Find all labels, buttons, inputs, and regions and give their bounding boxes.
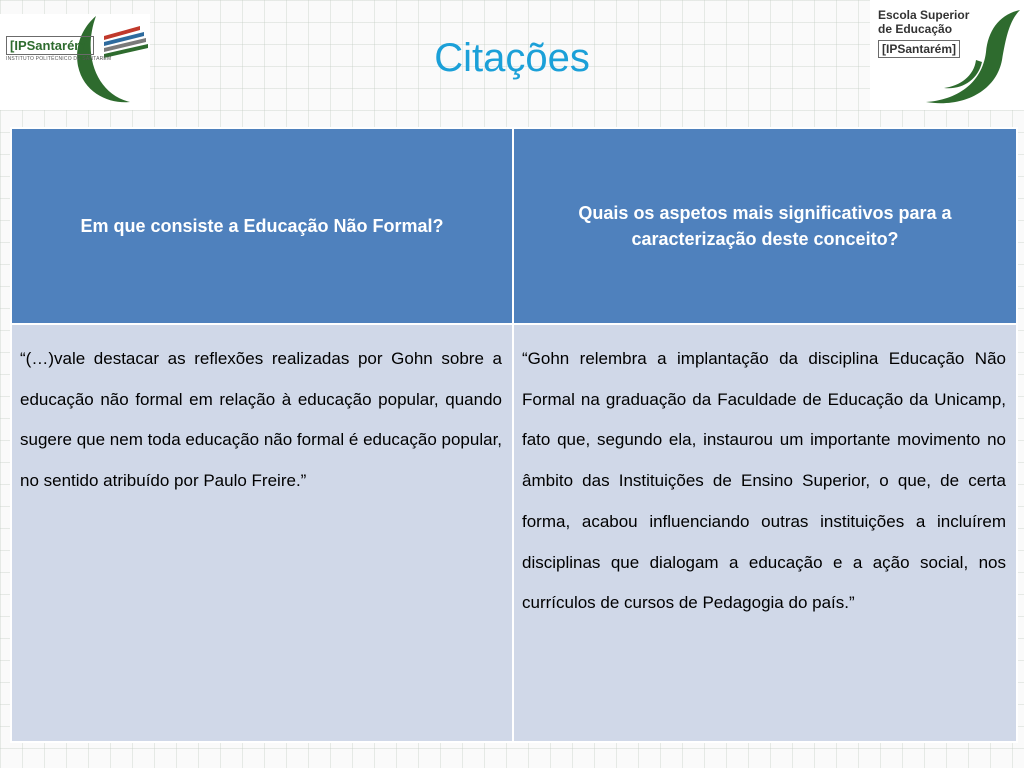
citation-cell-2: “Gohn relembra a implantação da disciplina Educação Não Formal na graduação da Faculdade de Educação da Unicamp, fato que, segundo ela, instaurou um importante movimento no âmbito das Instituições de Ensino Superior, o que, de certa forma, acabou influenciando outras instituições a incluírem disciplinas que dialogam a educação e a ação social, nos currículos de cursos de Pedagogia do país.” bbox=[513, 324, 1017, 742]
logo-right-line1: Escola Superior bbox=[878, 8, 970, 22]
citation-cell-1: “(…)vale destacar as reflexões realizadas por Gohn sobre a educação não formal em relação à educação popular, quando sugere que nem toda educação não formal é educação popular, no sentido atribuído por Paulo Freire.” bbox=[11, 324, 513, 742]
table-row bbox=[11, 324, 1017, 742]
logo-left-subtitle: INSTITUTO POLITÉCNICO DE SANTARÉM bbox=[6, 56, 112, 62]
logo-right-line2: de Educação bbox=[878, 22, 953, 36]
logo-right-name: [IPSantarém] bbox=[878, 40, 960, 58]
logo-right-school-name bbox=[878, 8, 969, 36]
header-question-1: Em que consiste a Educação Não Formal? bbox=[11, 128, 513, 324]
logo-left-name: [IPSantarém] bbox=[6, 36, 94, 55]
table-header-row bbox=[11, 128, 1017, 324]
slide-title: Citações bbox=[434, 36, 590, 80]
header-question-2: Quais os aspetos mais significativos para a caracterização deste conceito? bbox=[513, 128, 1017, 324]
citations-table bbox=[10, 127, 1018, 743]
